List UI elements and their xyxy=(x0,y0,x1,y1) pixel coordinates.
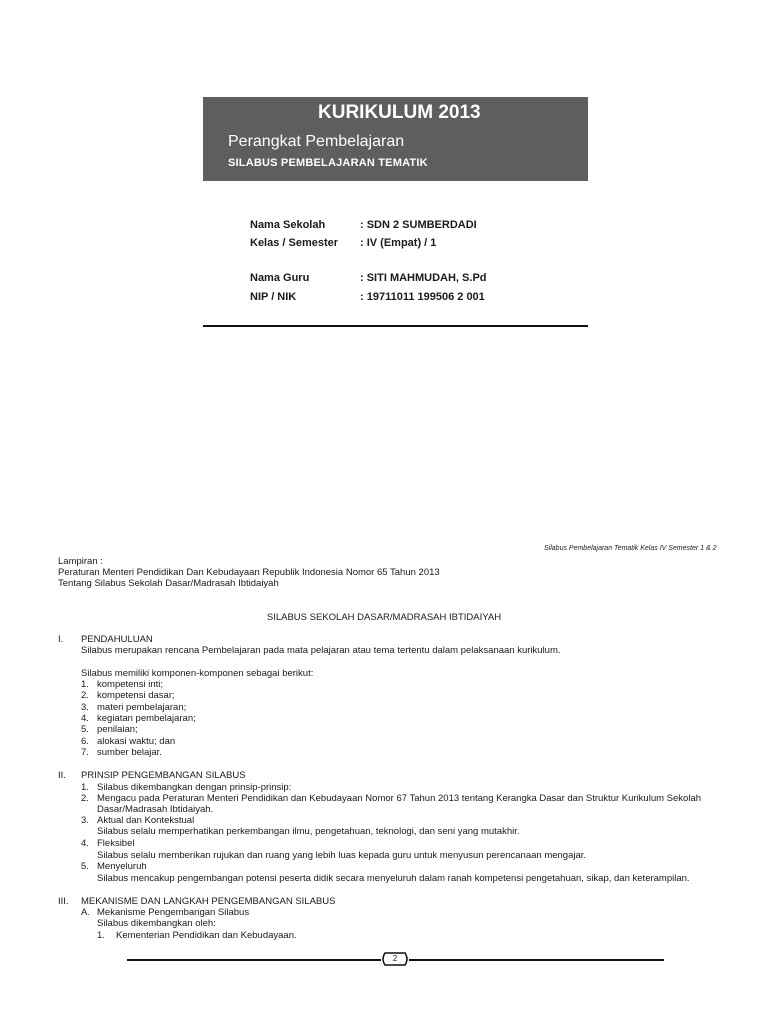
section1-title: PENDAHULUAN xyxy=(81,634,153,645)
list-item-number: 5. xyxy=(81,724,89,735)
list-item-number: 4. xyxy=(81,838,89,849)
field-label-class: Kelas / Semester xyxy=(250,237,339,249)
doc-title: SILABUS SEKOLAH DASAR/MADRASAH IBTIDAIYAH xyxy=(266,612,502,623)
section3-sub-a-letter: A. xyxy=(81,907,90,918)
list-item: materi pembelajaran; xyxy=(97,702,187,713)
field-label-nip: NIP / NIK xyxy=(250,291,297,303)
list-item-number: 5. xyxy=(81,861,89,872)
page-number-badge xyxy=(381,951,409,967)
list-item-description: Silabus selalu memberikan rujukan dan ruang yang lebih luas kepada guru untuk menyusun perencanaan mengajar. xyxy=(97,850,587,861)
section3-number: III. xyxy=(58,896,69,907)
list-item-description: Silabus mencakup pengembangan potensi peserta didik secara menyeluruh dalam ranah kompetensi pengetahuan, sikap, dan keterampilan. xyxy=(97,873,690,884)
cover-banner xyxy=(203,97,588,181)
section2-number: II. xyxy=(58,770,66,781)
list-item: kompetensi dasar; xyxy=(97,690,175,701)
list-item-number: 1. xyxy=(81,679,89,690)
list-item: kompetensi inti; xyxy=(97,679,164,690)
footer-rule-left xyxy=(127,959,381,961)
section3-sub-a-text: Silabus dikembangkan oleh: xyxy=(97,918,216,929)
lampiran-line-1: Peraturan Menteri Pendidikan Dan Kebudayaan Republik Indonesia Nomor 65 Tahun 2013 xyxy=(58,567,440,578)
lampiran-label: Lampiran : xyxy=(58,556,103,567)
field-label-school: Nama Sekolah xyxy=(250,219,326,231)
list-item-number: 6. xyxy=(81,736,89,747)
list-item-number: 2. xyxy=(81,690,89,701)
field-value-teacher: : SITI MAHMUDAH, S.Pd xyxy=(360,272,487,284)
list-item: Mengacu pada Peraturan Menteri Pendidikan dan Kebudayaan Nomor 67 Tahun 2013 tentang Kerangka Dasar dan Struktur Kurikulum Sekolah xyxy=(97,793,701,804)
section3-sub-a-title: Mekanisme Pengembangan Silabus xyxy=(97,907,250,918)
field-value-nip: : 19711011 199506 2 001 xyxy=(360,291,485,303)
list-item-number: 7. xyxy=(81,747,89,758)
running-header: Silabus Pembelajaran Tematik Kelas IV Semester 1 & 2 xyxy=(544,545,717,552)
list-item: kegiatan pembelajaran; xyxy=(97,713,196,724)
list-item: Menyeluruh xyxy=(97,861,147,872)
list-item: Kementerian Pendidikan dan Kebudayaan. xyxy=(116,930,297,941)
cover-title: KURIKULUM 2013 xyxy=(318,102,481,123)
list-item: sumber belajar. xyxy=(97,747,162,758)
list-item-continuation: Dasar/Madrasah Ibtidaiyah. xyxy=(97,804,214,815)
section1-para2: Silabus memiliki komponen-komponen sebagai berikut: xyxy=(81,668,314,679)
section1-para1: Silabus merupakan rencana Pembelajaran pada mata pelajaran atau tema tertentu dalam pelaksanaan kurikulum. xyxy=(81,645,561,656)
list-item-number: 1. xyxy=(97,930,105,941)
list-item: Silabus dikembangkan dengan prinsip-prinsip: xyxy=(97,782,292,793)
list-item: Aktual dan Kontekstual xyxy=(97,815,195,826)
footer-rule-right xyxy=(409,959,664,961)
list-item: Fleksibel xyxy=(97,838,135,849)
section1-number: I. xyxy=(58,634,64,645)
field-value-school: : SDN 2 SUMBERDADI xyxy=(360,219,477,231)
field-value-class: : IV (Empat) / 1 xyxy=(360,237,437,249)
page-number: 2 xyxy=(392,954,398,963)
cover-subtitle: Perangkat Pembelajaran xyxy=(228,133,405,150)
list-item-number: 3. xyxy=(81,702,89,713)
list-item-number: 3. xyxy=(81,815,89,826)
section3-title: MEKANISME DAN LANGKAH PENGEMBANGAN SILABUS xyxy=(81,896,336,907)
lampiran-line-2: Tentang Silabus Sekolah Dasar/Madrasah Ibtidaiyah xyxy=(58,578,279,589)
list-item-number: 2. xyxy=(81,793,89,804)
field-label-teacher: Nama Guru xyxy=(250,272,310,284)
list-item-number: 4. xyxy=(81,713,89,724)
list-item-description: Silabus selalu memperhatikan perkembangan ilmu, pengetahuan, teknologi, dan seni yang mutakhir. xyxy=(97,826,520,837)
list-item: alokasi waktu; dan xyxy=(97,736,176,747)
list-item: penilaian; xyxy=(97,724,138,735)
section2-title: PRINSIP PENGEMBANGAN SILABUS xyxy=(81,770,246,781)
cover-subsubtitle: SILABUS PEMBELAJARAN TEMATIK xyxy=(228,157,428,169)
list-item-number: 1. xyxy=(81,782,89,793)
cover-divider xyxy=(203,325,588,327)
